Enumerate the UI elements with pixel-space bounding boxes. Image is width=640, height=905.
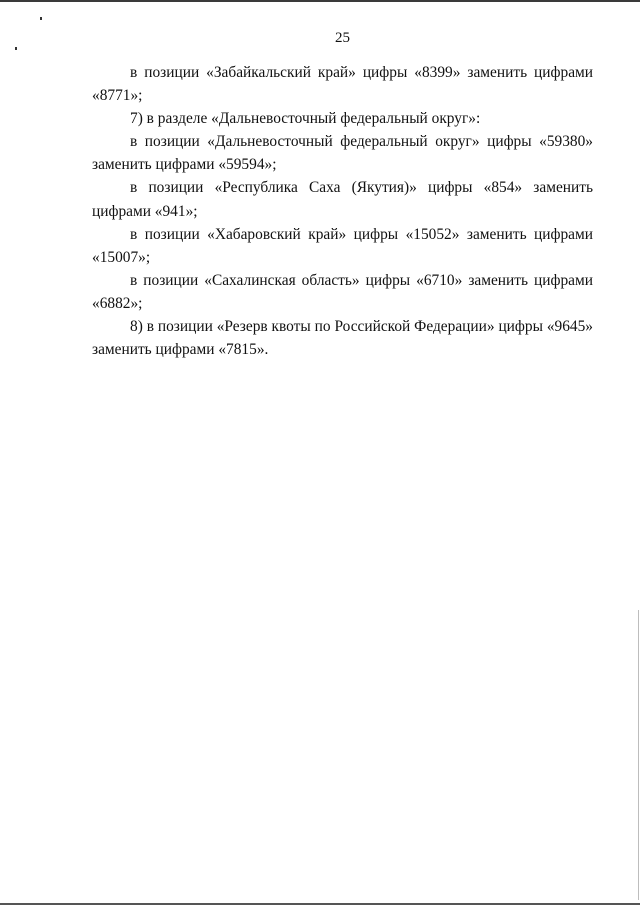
scan-speck [15,47,17,50]
paragraph-sakha: в позиции «Республика Саха (Якутия)» цифры «854» заменить цифрами «941»; [92,179,593,220]
paragraph-sakhalin: в позиции «Сахалинская область» цифры «6710» заменить цифрами «6882»; [92,271,593,312]
scan-speck [40,17,42,20]
document-body [92,61,593,361]
scan-edge-top [0,0,640,2]
paragraph-zabaikalsky: в позиции «Забайкальский край» цифры «8399» заменить цифрами «8771»; [92,64,593,105]
paragraph-section-8: 8) в позиции «Резерв квоты по Российской Федерации» цифры «9645» заменить цифрами «7815». [92,318,593,359]
paragraph-section-7: 7) в разделе «Дальневосточный федеральный округ»: [130,110,481,128]
scan-edge-right [638,610,639,900]
paragraph-khabarovsk: в позиции «Хабаровский край» цифры «15052» заменить цифрами «15007»; [92,225,593,266]
paragraph-dfo: в позиции «Дальневосточный федеральный округ» цифры «59380» заменить цифрами «59594»; [92,133,593,174]
page-number: 25 [335,30,350,46]
